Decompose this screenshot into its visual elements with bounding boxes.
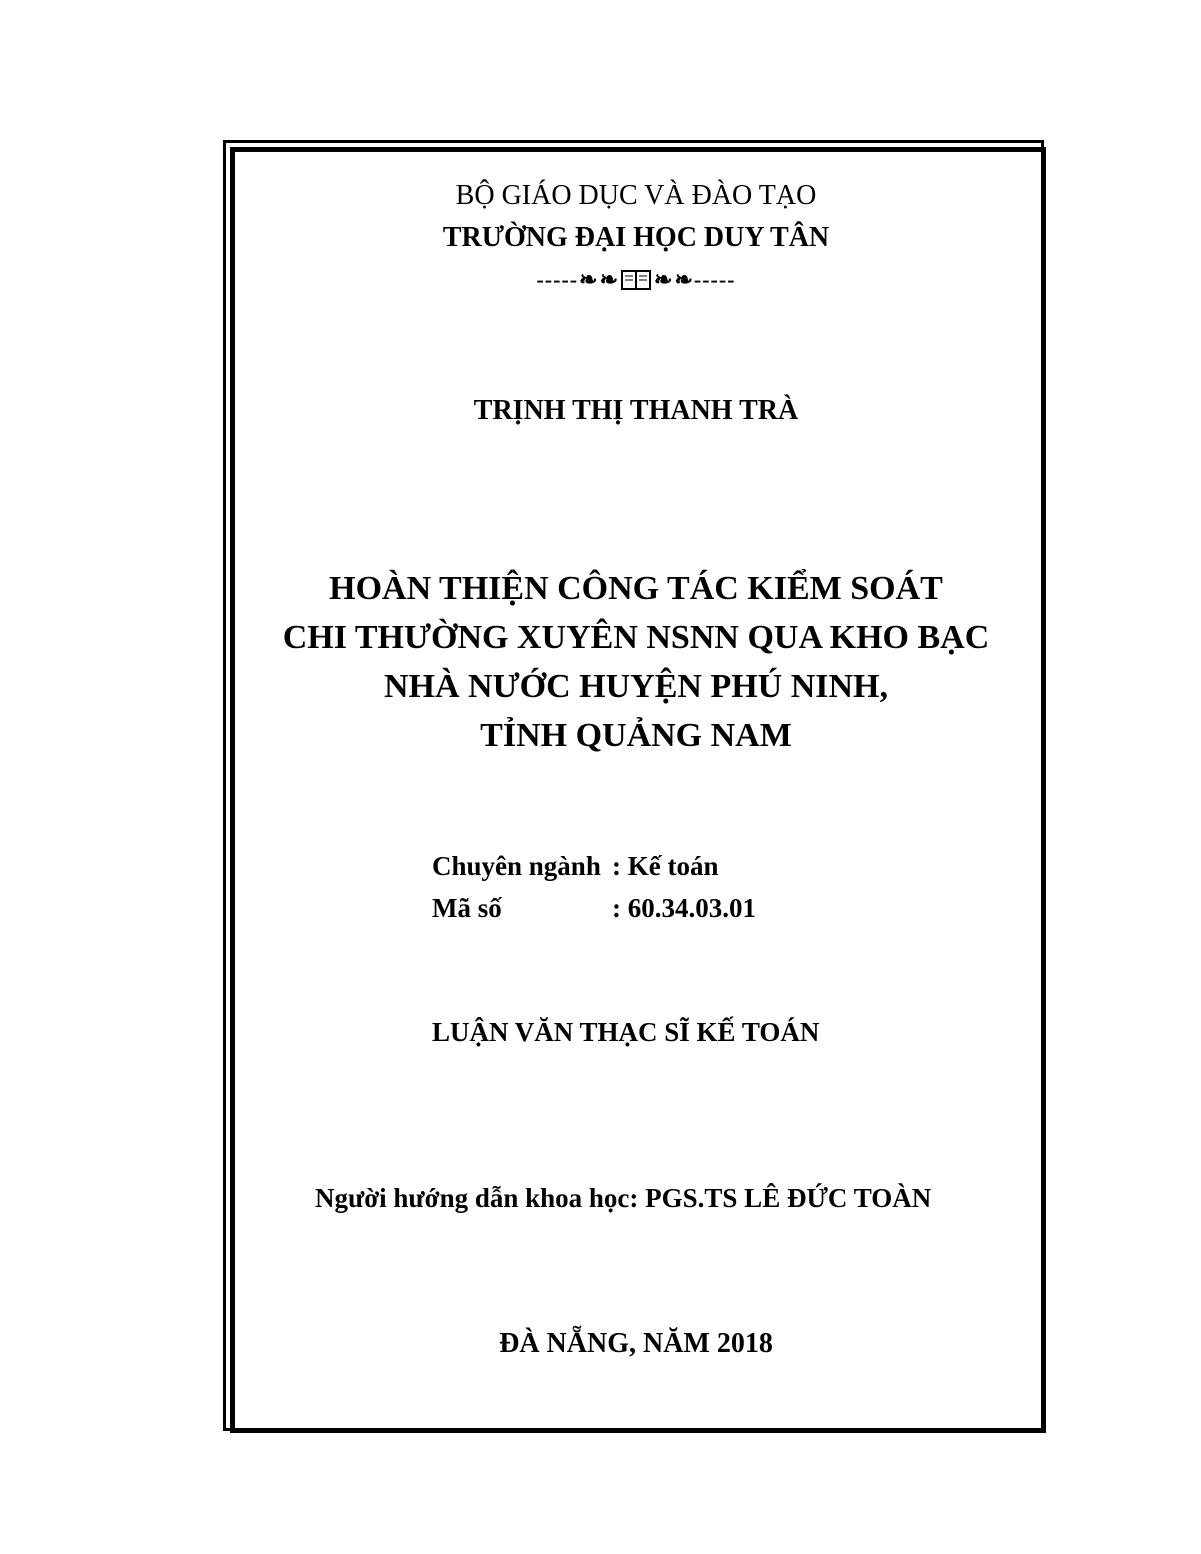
book-icon xyxy=(621,269,651,291)
author-name: TRỊNH THỊ THANH TRÀ xyxy=(473,395,799,426)
curl-icon: ❧ xyxy=(599,267,618,292)
code-row xyxy=(432,893,756,924)
major-label: Chuyên ngành xyxy=(432,851,601,881)
thesis-title-line: HOÀN THIỆN CÔNG TÁC KIỂM SOÁT xyxy=(329,570,943,607)
ornament-divider xyxy=(233,265,1039,295)
code-value: : 60.34.03.01 xyxy=(612,893,756,923)
curl-icon: ❧ xyxy=(674,267,693,292)
supervisor-line: Người hướng dẫn khoa học: PGS.TS LÊ ĐỨC TOÀN xyxy=(315,1183,932,1213)
major-row xyxy=(432,851,718,882)
code-label: Mã số xyxy=(432,893,502,923)
thesis-title-line: TỈNH QUẢNG NAM xyxy=(480,717,792,754)
major-value: : Kế toán xyxy=(612,851,719,881)
ornament-dashes-right: ----- xyxy=(693,267,736,292)
degree-title: LUẬN VĂN THẠC SĨ KẾ TOÁN xyxy=(432,1017,820,1047)
ornament-dashes-left: ----- xyxy=(536,267,579,292)
curl-icon: ❧ xyxy=(579,267,598,292)
thesis-title-line: CHI THƯỜNG XUYÊN NSNN QUA KHO BẠC xyxy=(282,619,990,656)
place-year: ĐÀ NẴNG, NĂM 2018 xyxy=(499,1328,773,1359)
cover-border-inner xyxy=(230,147,1046,1433)
university-name: TRƯỜNG ĐẠI HỌC DUY TÂN xyxy=(442,222,830,253)
curl-icon: ❧ xyxy=(654,267,673,292)
thesis-title-line: NHÀ NƯỚC HUYỆN PHÚ NINH, xyxy=(383,668,888,705)
ministry-name: BỘ GIÁO DỤC VÀ ĐÀO TẠO xyxy=(455,180,817,211)
